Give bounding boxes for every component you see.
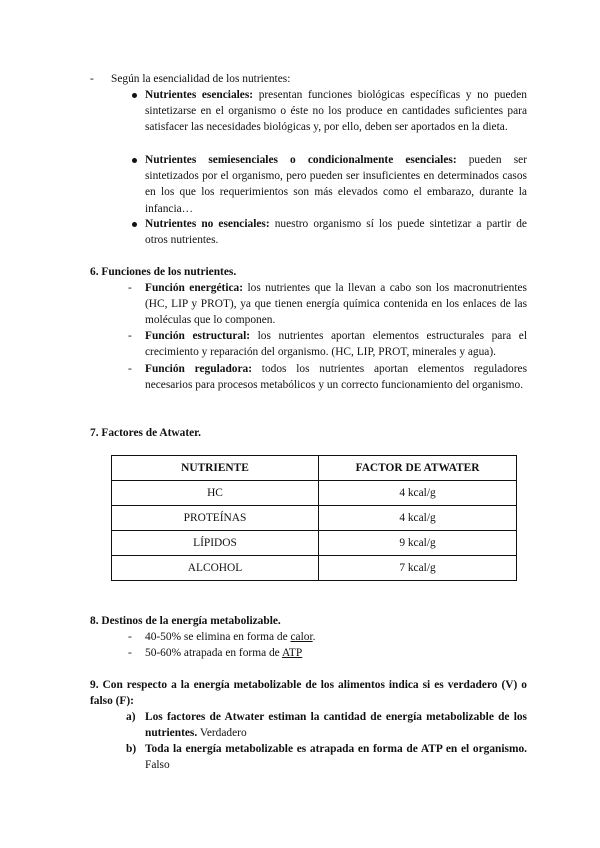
- destination-item: [145, 645, 302, 661]
- table-row: [112, 481, 517, 506]
- item-term: Nutrientes no esenciales:: [145, 218, 270, 230]
- item-term: Función estructural:: [145, 330, 251, 342]
- item-text: 50-60% atrapada en forma de: [145, 647, 282, 659]
- table-header-cell: FACTOR DE ATWATER: [319, 456, 517, 481]
- table-row: [112, 531, 517, 556]
- table-header-row: [112, 456, 517, 481]
- atwater-table: [111, 455, 517, 581]
- table-row: [112, 506, 517, 531]
- atp-link[interactable]: ATP: [281, 647, 303, 659]
- function-item: [145, 361, 527, 393]
- table-row: [112, 556, 517, 581]
- item-text: los nutrientes aportan elementos estructurales para el crecimiento y reparación del organismo. (HC, LIP, PROT, minerales y agua).: [145, 330, 528, 359]
- essentiality-intro: Según la esencialidad de los nutrientes:: [111, 73, 291, 85]
- calor-link[interactable]: calor: [290, 631, 313, 643]
- essentiality-item: [145, 87, 527, 136]
- table-header-cell: NUTRIENTE: [112, 456, 319, 481]
- table-cell: HC: [112, 481, 319, 506]
- item-text: .: [312, 631, 316, 643]
- true-false-item: [145, 709, 527, 741]
- item-text: pueden ser sintetizados por el organismo, pero pueden ser insuficientes en determinados casos en los que los requerimientos son más elevados como el embarazo, durante la infancia…: [145, 154, 527, 215]
- item-text: presentan funciones biológicas específicas y no pueden sintetizarse en el organismo o éste no los produce en cantidades suficientes para satisfacer las necesidades biológicas y, por ello, deben ser aportados en la dieta.: [145, 89, 527, 134]
- item-answer: Falso: [145, 759, 170, 772]
- item-text: 40-50% se elimina en forma de: [145, 631, 291, 643]
- essentiality-item: [145, 216, 527, 248]
- list-dash: -: [128, 631, 132, 643]
- destination-item: [145, 629, 316, 645]
- item-term: Función energética:: [145, 282, 244, 294]
- table-cell: PROTEÍNAS: [112, 506, 319, 531]
- table-cell: 4 kcal/g: [319, 506, 517, 531]
- table-cell: 9 kcal/g: [319, 531, 517, 556]
- item-statement: Los factores de Atwater estiman la cantidad de energía metabolizable de los nutrientes.: [145, 711, 527, 740]
- item-text: todos los nutrientes aportan elementos reguladores necesarios para procesos metabólicos y un correcto funcionamiento del organismo.: [145, 363, 527, 392]
- table-cell: LÍPIDOS: [112, 531, 319, 556]
- list-dash: -: [90, 73, 94, 85]
- table-cell: ALCOHOL: [112, 556, 319, 581]
- item-label: a): [126, 711, 136, 723]
- list-dash: -: [128, 647, 132, 659]
- item-text: los nutrientes que la llevan a cabo son los macronutrientes (HC, LIP y PROT), ya que tienen energía química contenida en los enlaces de las moléculas que lo componen.: [145, 282, 527, 327]
- bullet-dot: [132, 158, 137, 163]
- table-cell: 7 kcal/g: [319, 556, 517, 581]
- list-dash: -: [128, 363, 132, 375]
- list-dash: -: [128, 330, 132, 342]
- item-term: Función reguladora:: [145, 363, 253, 375]
- bullet-dot: [132, 222, 137, 227]
- item-text: nuestro organismo sí los puede sintetizar a partir de otros nutrientes.: [145, 218, 527, 247]
- section-heading: 6. Funciones de los nutrientes.: [90, 266, 237, 278]
- list-dash: -: [128, 282, 132, 294]
- item-term: Nutrientes semiesenciales o condicionalmente esenciales:: [145, 154, 457, 166]
- bullet-dot: [132, 93, 137, 98]
- item-statement: Toda la energía metabolizable es atrapada en forma de ATP en el organismo.: [145, 743, 527, 755]
- section-heading: 9. Con respecto a la energía metabolizable de los alimentos indica si es verdadero (V) o falso (F):: [90, 679, 527, 708]
- item-answer: Verdadero: [197, 727, 247, 740]
- item-label: b): [126, 743, 137, 755]
- true-false-item: [145, 741, 527, 773]
- section-heading: 7. Factores de Atwater.: [90, 427, 202, 439]
- function-item: [145, 328, 527, 360]
- essentiality-item: [145, 152, 527, 217]
- item-term: Nutrientes esenciales:: [145, 89, 254, 101]
- function-item: [145, 280, 527, 329]
- table-cell: 4 kcal/g: [319, 481, 517, 506]
- section-heading: 8. Destinos de la energía metabolizable.: [90, 615, 281, 627]
